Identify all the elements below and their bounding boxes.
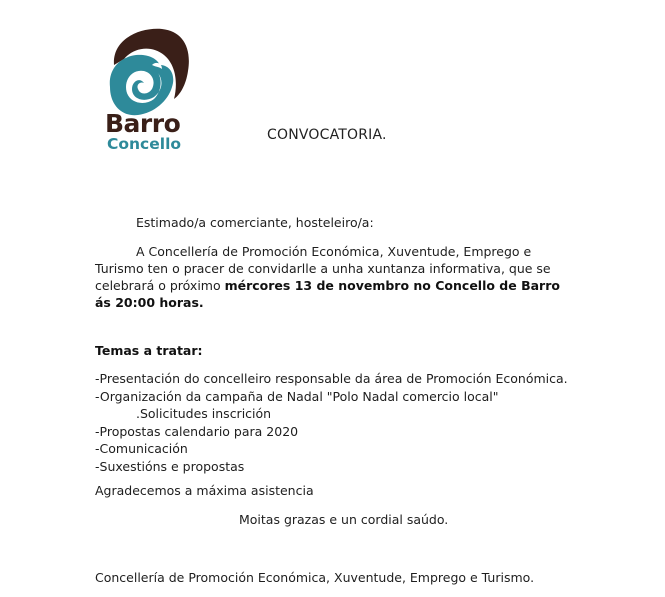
thanks-line: Agradecemos a máxima asistencia	[95, 483, 314, 498]
logo-concello-text: Concello	[107, 135, 182, 153]
topic-item: -Comunicación	[95, 441, 188, 456]
paragraph-line-1: A Concellería de Promoción Económica, Xuventude, Emprego e	[136, 244, 532, 259]
topic-item: -Presentación do concelleiro responsable da área de Promoción Económica.	[95, 371, 568, 386]
paragraph-line-3	[95, 277, 565, 294]
document-title: CONVOCATORIA.	[267, 127, 387, 143]
topic-item: -Propostas calendario para 2020	[95, 423, 299, 439]
signature: Concellería de Promoción Económica, Xuventude, Emprego e Turismo.	[95, 570, 535, 585]
greeting: Estimado/a comerciante, hosteleiro/a:	[136, 215, 374, 230]
meeting-time: ás 20:00 horas.	[95, 295, 204, 310]
topics-heading: Temas a tratar:	[95, 343, 203, 358]
topic-item: -Organización da campaña de Nadal "Polo Nadal comercio local"	[95, 388, 499, 404]
swirl-logo-icon	[100, 25, 200, 120]
meeting-date-place: mércores 13 de novembro no Concello de Barro	[224, 278, 560, 293]
paragraph-line-2: Turismo ten o pracer de convidarlle a unha xuntanza informativa, que se	[95, 261, 551, 276]
invitation-paragraph	[95, 243, 565, 311]
logo-barro-text: Barro	[105, 109, 181, 138]
paragraph-line-3-normal: celebrará o próximo	[95, 278, 225, 293]
topic-subitem: .Solicitudes inscrición	[136, 406, 272, 421]
topics-list	[95, 370, 568, 475]
topic-item: -Suxestións e propostas	[95, 458, 245, 474]
barro-concello-logo	[100, 25, 200, 160]
regards-line: Moitas grazas e un cordial saúdo.	[239, 512, 449, 527]
